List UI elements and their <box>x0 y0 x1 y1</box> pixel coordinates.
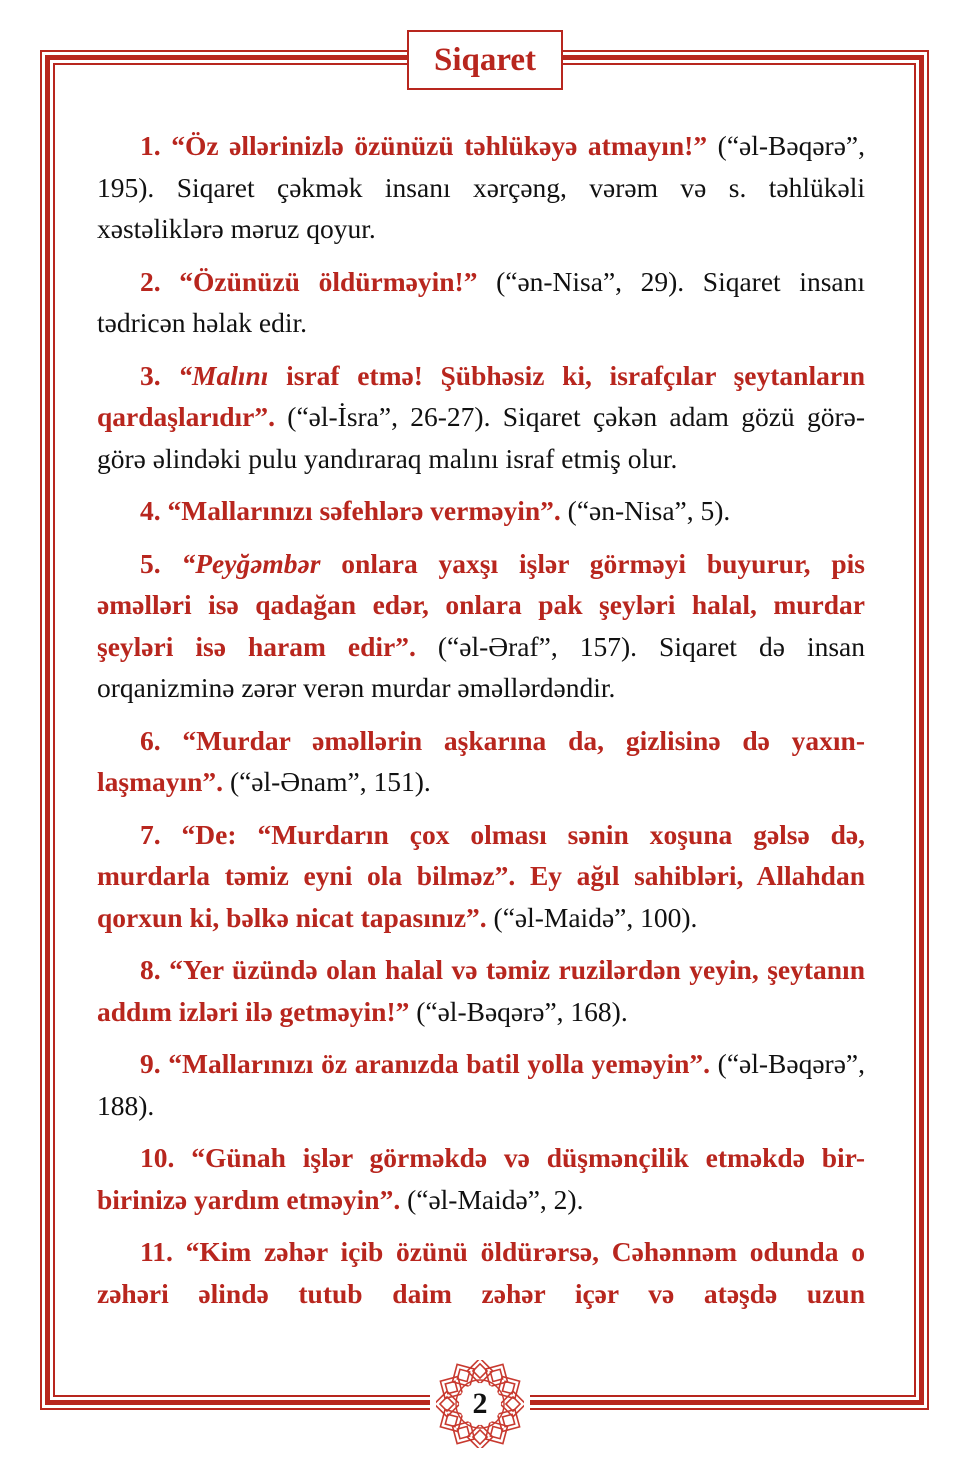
reference-text: (“əl-Ənam”, 151). <box>223 766 431 797</box>
quran-quote-italic: “Peyğəmbər <box>181 547 321 579</box>
chapter-title <box>407 30 563 90</box>
item-number: 8. <box>140 954 161 985</box>
item-number: 4. <box>140 495 161 526</box>
quran-quote: “Mallarınızı səfehlərə verməyin”. <box>167 495 561 526</box>
paragraph-8 <box>97 949 865 1032</box>
item-number: 3. <box>140 359 161 391</box>
quran-quote: “Günah işlər görməkdə və düşmənçilik etməkdə bir-birinizə yardım etməyin”. <box>97 1142 865 1215</box>
reference-text: (“əl-Maidə”, 100). <box>486 901 698 933</box>
quran-quote: “De: “Murdarın çox olması sənin xoşuna gəlsə də, murdarla təmiz eyni ola bilməz”. Ey ağıl sahibləri, Allahdan qorxun ki, bəlkə nicat tapasınız”. <box>97 818 866 933</box>
reference-text: (“əl-Bəqərə”, 195). Siqaret çəkmək insanı xərçəng, vərəm və s. təhlükəli xəstəliklərə məruz qoyur. <box>97 130 865 244</box>
paragraph-9 <box>97 1043 865 1126</box>
quran-quote: “Mallarınızı öz aranızda batil yolla yeməyin”. <box>168 1048 710 1079</box>
quran-quote: onlara yaxşı işlər görməyi buyurur, pis əməlləri isə qadağan edər, onlara pak şeyləri halal, murdar şeyləri isə haram edir”. <box>97 547 865 662</box>
reference-text: (“ən-Nisa”, 29). Siqaret insanı tədricən həlak edir. <box>97 265 865 338</box>
paragraph-10 <box>97 1137 865 1220</box>
item-number: 5. <box>140 547 161 579</box>
paragraph-4 <box>97 490 865 532</box>
chapter-title-text: Siqaret <box>433 41 537 78</box>
paragraph-5 <box>97 543 865 709</box>
page-content <box>97 125 865 1325</box>
reference-text: (“əl-İsra”, 26-27). Siqaret çəkən adam gözü görə-görə əlindəki pulu yandıraraq malını israf etmiş olur. <box>97 401 865 474</box>
quran-quote: “Yer üzündə olan halal və təmiz ruzilərdən yeyin, şeytanın addım izləri ilə getməyin!” <box>97 954 865 1027</box>
quran-quote: “Murdar əməllərin aşkarına da, gizlisinə də yaxınlaşmayın”. <box>97 724 865 797</box>
quran-quote-italic: “Malını <box>178 359 269 391</box>
paragraph-2 <box>97 261 865 344</box>
item-number: 2. <box>140 265 161 297</box>
paragraph-6 <box>97 720 865 803</box>
item-number: 10. <box>140 1142 175 1173</box>
quran-quote: “Kim zəhər içib özünü öldürərsə, Cəhənnəm odunda o zəhəri əlində tutub daim zəhər içər və atəşdə uzun <box>97 1236 865 1309</box>
item-number: 7. <box>140 818 161 850</box>
reference-text: (“ən-Nisa”, 5). <box>560 495 731 526</box>
quran-quote: “Öz əllərinizlə özünüzü təhlükəyə atmayın!” <box>171 130 708 161</box>
quran-quote: “Özünüzü öldürməyin!” <box>179 265 478 297</box>
paragraph-1 <box>97 125 865 250</box>
paragraph-3 <box>97 355 865 480</box>
item-number: 6. <box>140 724 161 756</box>
paragraph-7 <box>97 814 865 939</box>
reference-text: (“əl-Maidə”, 2). <box>400 1183 584 1215</box>
item-number: 1. <box>140 130 161 161</box>
reference-text: (“əl-Əraf”, 157). Siqaret də insan orqanizminə zərər verən murdar əməllərdəndir. <box>97 630 865 703</box>
reference-text: (“əl-Bəqərə”, 188). <box>97 1048 865 1121</box>
page-number: 2 <box>472 1387 488 1420</box>
item-number: 9. <box>140 1048 161 1079</box>
paragraph-11 <box>97 1231 865 1314</box>
reference-text: (“əl-Bəqərə”, 168). <box>409 995 628 1027</box>
quran-quote: israf etmə! Şübhəsiz ki, israfçılar şeytanların qardaşlarıdır”. <box>97 359 865 432</box>
item-number: 11. <box>140 1236 173 1267</box>
